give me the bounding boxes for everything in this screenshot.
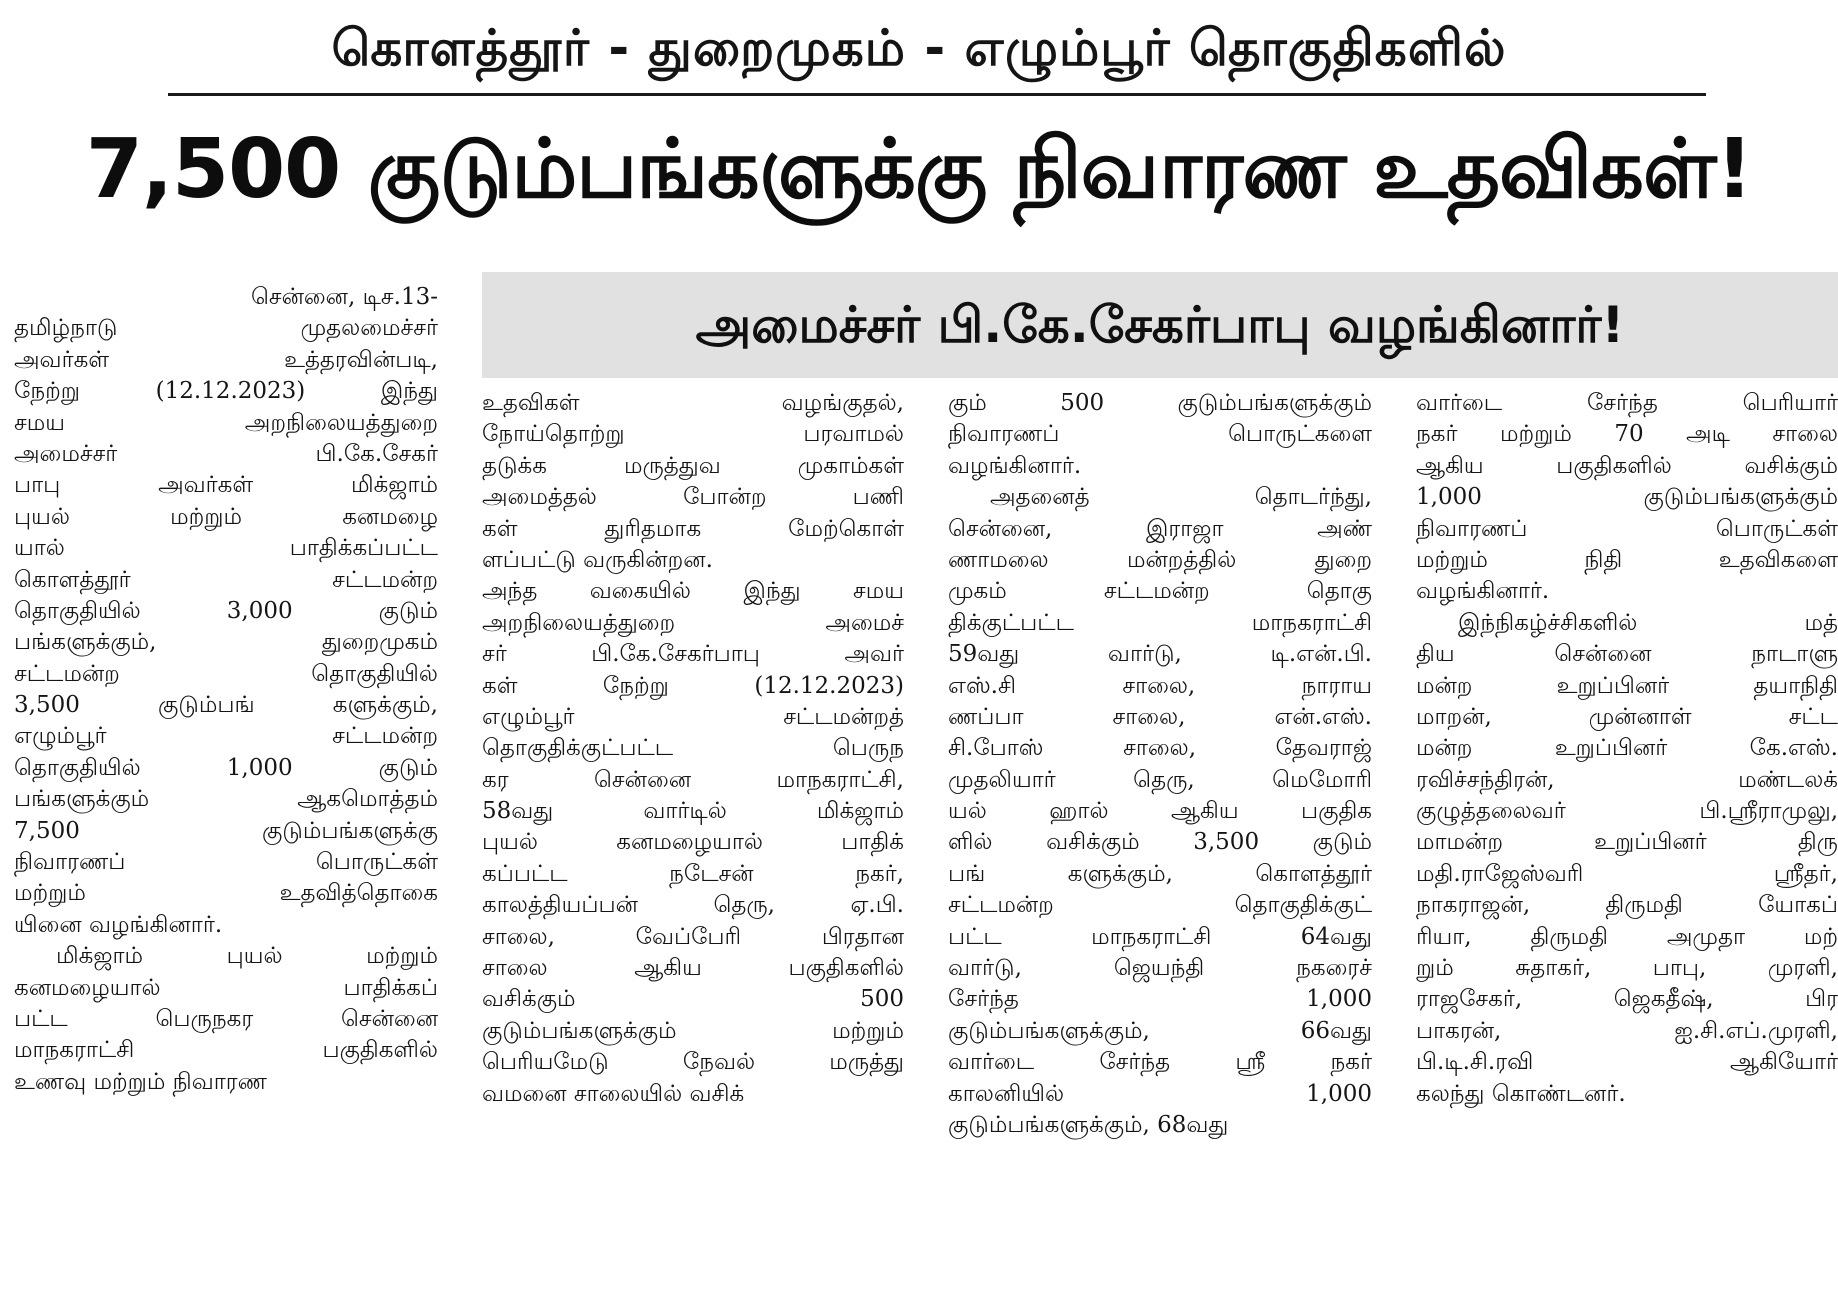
headline: 7,500 குடும்பங்களுக்கு நிவாரண உதவிகள்! [85, 122, 1753, 217]
article-line: புயல் மற்றும் கனமழை [14, 503, 438, 530]
article-line: ரியா, திருமதி அமுதா மற் [1416, 923, 1838, 950]
article-line: யால் பாதிக்கப்பட்ட [14, 535, 438, 562]
article-line: குடும்பங்களுக்கும், 66வது [948, 1017, 1372, 1044]
article-line: தொகுதிக்குட்பட்ட பெருந [482, 735, 904, 762]
article-line: 1,000 குடும்பங்களுக்கும் [1416, 484, 1838, 511]
article-line: சி.போஸ் சாலை, தேவராஜ் [948, 735, 1372, 762]
article-line: பெரியமேடு நேவல் மருத்து [482, 1049, 904, 1076]
article-line: 7,500 குடும்பங்களுக்கு [14, 817, 438, 844]
article-line: பங் களுக்கும், கொளத்தூர் [948, 860, 1372, 887]
article-line: கனமழையால் பாதிக்கப் [14, 974, 438, 1001]
article-column-2 [482, 388, 904, 1110]
article-line: கும் 500 குடும்பங்களுக்கும் [948, 390, 1372, 416]
article-line: தடுக்க மருத்துவ முகாம்கள் [482, 452, 904, 479]
article-line: கர சென்னை மாநகராட்சி, [482, 766, 904, 793]
article-line: வழங்கினார். [948, 452, 1082, 479]
article-line: நிவாரணப் பொருட்கள் [14, 849, 438, 876]
article-line: அவர்கள் உத்தரவின்படி, [14, 346, 438, 373]
article-line: ராஜசேகர், ஜெகதீஷ், பிர [1416, 986, 1838, 1013]
article-line: தொகுதியில் 1,000 குடும் [14, 754, 438, 781]
article-line: இந்நிகழ்ச்சிகளில் மத் [1458, 609, 1838, 636]
article-line: பட்ட பெருநகர சென்னை [14, 1005, 438, 1032]
article-line: அதனைத் தொடர்ந்து, [990, 484, 1372, 511]
article-line: நகர் மற்றும் 70 அடி சாலை [1416, 421, 1838, 448]
article-line: காலனியில் 1,000 [948, 1080, 1372, 1107]
article-line: நோய்தொற்று பரவாமல் [482, 421, 904, 448]
article-line: பங்களுக்கும், துறைமுகம் [14, 629, 438, 656]
article-line: ளில் வசிக்கும் 3,500 குடும் [948, 829, 1372, 856]
article-column-3 [948, 388, 1372, 1141]
article-line: ளப்பட்டு வருகின்றன. [482, 546, 713, 573]
article-line: மற்றும் நிதி உதவிகளை [1416, 546, 1838, 573]
article-line: பங்களுக்கும் ஆகமொத்தம் [14, 786, 438, 813]
article-line: மன்ற உறுப்பினர் கே.எஸ். [1416, 735, 1838, 762]
article-line: சென்னை, டிச.13- [250, 284, 438, 310]
article-line: தமிழ்நாடு முதலமைச்சர் [14, 315, 438, 342]
article-line: வார்டை சேர்ந்த ஸ்ரீ நகர் [948, 1049, 1372, 1076]
article-line: முதலியார் தெரு, மெமோரி [948, 766, 1372, 793]
article-line: நிவாரணப் பொருட்களை [948, 421, 1372, 448]
article-line: சாலை ஆகிய பகுதிகளில் [482, 955, 904, 982]
article-line: சாலை, வேப்பேரி பிரதான [482, 923, 904, 950]
article-line: 58வது வார்டில் மிக்ஜாம் [482, 798, 904, 825]
heading-divider [168, 93, 1706, 96]
article-line: சட்டமன்ற தொகுதியில் [14, 660, 438, 687]
article-line: மாமன்ற உறுப்பினர் திரு [1416, 829, 1838, 856]
article-line: சர் பி.கே.சேகர்பாபு அவர் [482, 641, 904, 668]
article-line: முகம் சட்டமன்ற தொகு [948, 578, 1372, 605]
article-line: கள் துரிதமாக மேற்கொள் [482, 515, 904, 542]
article-line: மாறன், முன்னாள் சட்ட [1416, 703, 1838, 730]
article-line: ஆகிய பகுதிகளில் வசிக்கும் [1416, 452, 1838, 479]
article-line: மாநகராட்சி பகுதிகளில் [14, 1037, 438, 1064]
article-line: நேற்று (12.12.2023) இந்து [14, 378, 438, 405]
article-line: உதவிகள் வழங்குதல், [482, 390, 904, 416]
article-line: திக்குட்பட்ட மாநகராட்சி [948, 609, 1372, 636]
article-line: பி.டி.சி.ரவி ஆகியோர் [1416, 1049, 1838, 1076]
article-line: அந்த வகையில் இந்து சமய [482, 578, 904, 605]
article-line: திய சென்னை நாடாளு [1416, 641, 1838, 668]
article-line: யல் ஹால் ஆகிய பகுதிக [948, 798, 1372, 825]
article-line: குடும்பங்களுக்கும் மற்றும் [482, 1017, 904, 1044]
article-line: வசிக்கும் 500 [482, 986, 904, 1013]
article-line: ணப்பா சாலை, என்.எஸ். [948, 703, 1372, 730]
article-line: றும் சுதாகர், பாபு, முரளி, [1416, 955, 1838, 982]
article-line: வார்டை சேர்ந்த பெரியார் [1416, 390, 1838, 416]
article-line: வழங்கினார். [1416, 578, 1550, 605]
article-column-1 [14, 282, 438, 1098]
article-line: கொளத்தூர் சட்டமன்ற [14, 566, 438, 593]
article-line: உணவு மற்றும் நிவாரண [14, 1068, 267, 1095]
article-line: சென்னை, இராஜா அண் [948, 515, 1372, 542]
article-line: எஸ்.சி சாலை, நாராய [948, 672, 1372, 699]
subheading: அமைச்சர் பி.கே.சேகர்பாபு வழங்கினார்! [695, 296, 1625, 354]
article-line: ரவிச்சந்திரன், மண்டலக் [1416, 766, 1838, 793]
article-column-4 [1416, 388, 1838, 1110]
article-line: நிவாரணப் பொருட்கள் [1416, 515, 1838, 542]
article-line: அறநிலையத்துறை அமைச் [482, 609, 904, 636]
article-line: வமனை சாலையில் வசிக் [482, 1080, 745, 1107]
article-line: மிக்ஜாம் புயல் மற்றும் [56, 943, 438, 970]
kicker-heading: கொளத்தூர் - துறைமுகம் - எழும்பூர் தொகுதிகளில் [331, 19, 1507, 77]
article-line: தொகுதியில் 3,000 குடும் [14, 597, 438, 624]
article-line: அமைச்சர் பி.கே.சேகர் [14, 440, 438, 467]
article-line: யினை வழங்கினார். [14, 911, 223, 938]
article-line: 3,500 குடும்பங் களுக்கும், [14, 692, 438, 719]
article-line: சேர்ந்த 1,000 [948, 986, 1372, 1013]
article-line: மற்றும் உதவித்தொகை [14, 880, 438, 907]
article-line: பாபு அவர்கள் மிக்ஜாம் [14, 472, 438, 499]
article-line: குடும்பங்களுக்கும், 68வது [948, 1111, 1229, 1138]
article-line: பட்ட மாநகராட்சி 64வது [948, 923, 1372, 950]
article-line: வார்டு, ஜெயந்தி நகரைச் [948, 955, 1372, 982]
article-line: எழும்பூர் சட்டமன்ற [14, 723, 438, 750]
article-line: சமய அறநிலையத்துறை [14, 409, 438, 436]
article-line: பாகரன், ஐ.சி.எப்.முரளி, [1416, 1017, 1838, 1044]
article-line: காலத்தியப்பன் தெரு, ஏ.பி. [482, 892, 904, 919]
article-line: கலந்து கொண்டனர். [1416, 1080, 1626, 1107]
article-line: கப்பட்ட நடேசன் நகர், [482, 860, 904, 887]
article-line: நாகராஜன், திருமதி யோகப் [1416, 892, 1838, 919]
article-line: புயல் கனமழையால் பாதிக் [482, 829, 904, 856]
article-line: 59வது வார்டு, டி.என்.பி. [948, 641, 1372, 668]
article-line: கள் நேற்று (12.12.2023) [482, 672, 904, 699]
article-line: சட்டமன்ற தொகுதிக்குட் [948, 892, 1372, 919]
article-line: ணாமலை மன்றத்தில் துறை [948, 546, 1372, 573]
article-line: எழும்பூர் சட்டமன்றத் [482, 703, 904, 730]
article-line: மதி.ராஜேஸ்வரி ஸ்ரீதர், [1416, 860, 1838, 887]
article-line: மன்ற உறுப்பினர் தயாநிதி [1416, 672, 1838, 699]
article-line: குழுத்தலைவர் பி.ஸ்ரீராமுலு, [1416, 798, 1838, 825]
article-line: அமைத்தல் போன்ற பணி [482, 484, 904, 511]
